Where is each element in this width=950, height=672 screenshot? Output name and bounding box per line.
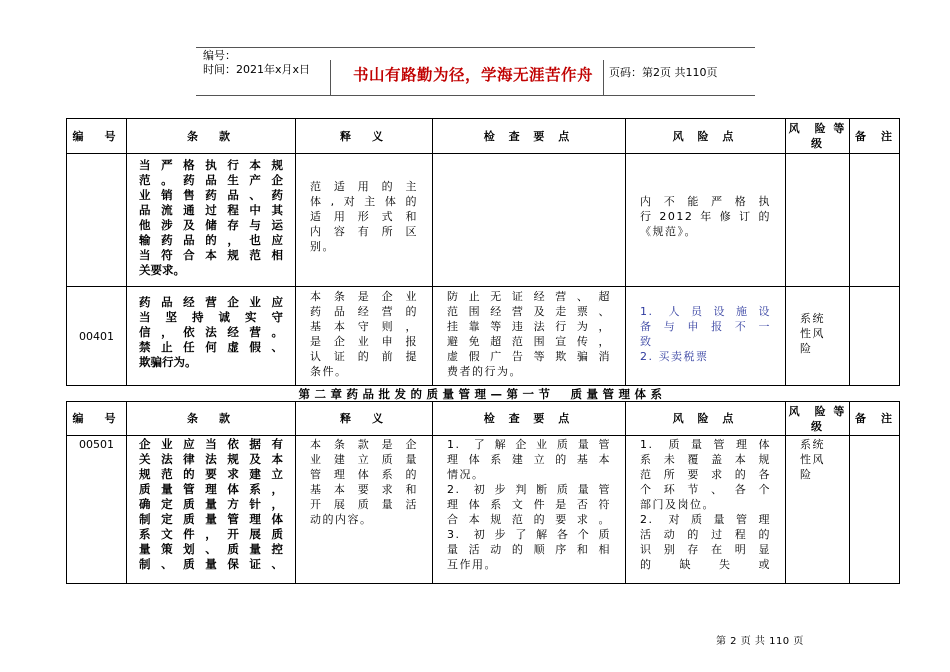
header-page-code: 页码：第2页 共110页 <box>609 66 718 79</box>
notes-cell <box>850 287 900 386</box>
risk-level-line: 险 <box>800 468 813 481</box>
row-number-cell <box>67 154 127 287</box>
clause-line: 当严格执行本规 <box>139 158 283 172</box>
meaning-line: 适用形式和 <box>310 210 418 223</box>
risk-cell <box>626 154 786 287</box>
meaning-line: 别。 <box>310 240 335 253</box>
check-cell <box>433 287 626 386</box>
clause-line: 制定质量管理体 <box>139 512 283 526</box>
meaning-line: 基本要求和 <box>310 483 418 496</box>
check-cell <box>433 436 626 584</box>
check-line: 1. 了解企业质量管 <box>447 438 611 451</box>
header-number: 编 号 <box>67 402 127 436</box>
document-time-label: 时间：2021年x月x日 <box>203 63 311 76</box>
header-risk-points: 风 险 点 <box>626 402 786 436</box>
meaning-line: 条件。 <box>310 365 348 378</box>
meaning-line: 药品经营的 <box>310 305 418 318</box>
header-divider-left <box>330 60 331 95</box>
risk-level-line: 性风 <box>800 327 825 340</box>
header-check-points: 检 查 要 点 <box>433 119 626 154</box>
risk-line: 2. 买卖税票 <box>640 350 709 363</box>
meaning-line: 动的内容。 <box>310 513 373 526</box>
check-line: 合本规范的要求。 <box>447 513 611 526</box>
risk-line: 范所要求的各 <box>640 468 771 481</box>
header-check-points: 检 查 要 点 <box>433 402 626 436</box>
risk-level-cell <box>786 287 850 386</box>
meaning-line: 业建立质量 <box>310 453 418 466</box>
clause-line: 质量管理体系， <box>139 482 283 496</box>
risk-line: 个环节、各个 <box>640 483 771 496</box>
clause-line: 系文件，开展质 <box>139 527 283 541</box>
page-footer: 第 2 页 共 110 页 <box>716 636 804 647</box>
clause-line: 他涉及储存与运 <box>139 218 283 232</box>
check-line: 防止无证经营、超 <box>447 290 611 303</box>
meaning-cell <box>296 154 433 287</box>
header-risk-points: 风 险 点 <box>626 119 786 154</box>
risk-cell <box>626 436 786 584</box>
table-header-row <box>67 119 900 154</box>
check-line: 挂靠等违法行为， <box>447 320 611 333</box>
header-top-rule <box>196 47 755 48</box>
risk-line: 1. 质量管理体 <box>640 438 771 451</box>
clause-line: 业销售药品、药 <box>139 188 283 202</box>
document-number-label: 编号： <box>203 49 236 62</box>
meaning-line: 是企业申报 <box>310 335 418 348</box>
meaning-cell <box>296 436 433 584</box>
meaning-line: 本条是企业 <box>310 290 418 303</box>
clause-line: 范。药品生产企 <box>139 173 283 187</box>
risk-line: 备与申报不一 <box>640 320 771 333</box>
header-risk-level: 风 险 等 级 <box>786 402 850 436</box>
risk-line: 2. 对质量管理 <box>640 513 771 526</box>
meaning-line: 内容有所区 <box>310 225 418 238</box>
meaning-line: 开展质量活 <box>310 498 418 511</box>
header-notes: 备 注 <box>850 402 900 436</box>
risk-level-cell <box>786 436 850 584</box>
risk-line: 系未覆盖本规 <box>640 453 771 466</box>
clause-table-1 <box>66 118 900 386</box>
meaning-line: 体,对主体的 <box>310 195 418 208</box>
header-clause: 条 款 <box>127 402 296 436</box>
clause-line: 禁止任何虚假、 <box>139 340 283 354</box>
header-number: 编 号 <box>67 119 127 154</box>
clause-line: 当坚持诚实守 <box>139 310 283 324</box>
check-line: 情况。 <box>447 468 485 481</box>
notes-cell <box>850 436 900 584</box>
header-notes: 备 注 <box>850 119 900 154</box>
risk-level-cell <box>786 154 850 287</box>
row-number-cell <box>67 436 127 584</box>
chapter-heading: 第二章药品批发的质量管理—第一节 质量管理体系 <box>298 387 667 401</box>
table-row <box>67 436 900 584</box>
clause-number: 00401 <box>79 329 114 343</box>
check-line: 避免超范围宣传， <box>447 335 611 348</box>
risk-line: 的缺失或 <box>640 558 771 571</box>
check-line: 范围经营及走票、 <box>447 305 611 318</box>
check-line: 3. 初步了解各个质 <box>447 528 611 541</box>
table-header-row <box>67 402 900 436</box>
clause-line: 信，依法经营。 <box>139 325 283 339</box>
meaning-line: 基本守则， <box>310 320 418 333</box>
clause-line: 关法律法规及本 <box>139 452 283 466</box>
clause-line: 关要求。 <box>139 263 185 277</box>
risk-level-line: 险 <box>800 342 813 355</box>
meaning-cell <box>296 287 433 386</box>
clause-line: 规范的要求建立 <box>139 467 283 481</box>
check-line: 虚假广告等欺骗消 <box>447 350 611 363</box>
header-divider-right <box>603 60 604 95</box>
risk-cell <box>626 287 786 386</box>
clause-line: 药品经营企业应 <box>139 295 283 309</box>
header-risk-level: 风 险 等 级 <box>786 119 850 154</box>
check-line: 理体系文件是否符 <box>447 498 611 511</box>
clause-cell <box>127 436 296 584</box>
header-bottom-rule <box>196 95 755 96</box>
risk-level-line: 系统 <box>800 312 825 325</box>
clause-line: 企业应当依据有 <box>139 437 283 451</box>
risk-level-line: 性风 <box>800 453 825 466</box>
risk-line: 内不能严格执 <box>640 195 771 208</box>
header-meaning: 释 义 <box>296 119 433 154</box>
risk-line: 活动的过程的 <box>640 528 771 541</box>
risk-line: 致 <box>640 335 653 348</box>
meaning-line: 本条款是企 <box>310 438 418 451</box>
row-number-cell <box>67 287 127 386</box>
notes-cell <box>850 154 900 287</box>
clause-number: 00501 <box>79 438 114 451</box>
meaning-line: 管理体系的 <box>310 468 418 481</box>
risk-line: 识别存在明显 <box>640 543 771 556</box>
check-line: 互作用。 <box>447 558 497 571</box>
clause-line: 输药品的，也应 <box>139 233 283 247</box>
clause-cell <box>127 154 296 287</box>
clause-line: 确定质量方针， <box>139 497 283 511</box>
table-row <box>67 154 900 287</box>
clause-table-2 <box>66 401 900 584</box>
clause-cell <box>127 287 296 386</box>
risk-line: 《规范》。 <box>640 225 697 238</box>
clause-line: 品流通过程中其 <box>139 203 283 217</box>
clause-line: 当符合本规范相 <box>139 248 283 262</box>
table-row <box>67 287 900 386</box>
check-line: 量活动的顺序和相 <box>447 543 611 556</box>
header-clause: 条 款 <box>127 119 296 154</box>
clause-line: 欺骗行为。 <box>139 355 197 369</box>
check-cell <box>433 154 626 287</box>
check-line: 理体系建立的基本 <box>447 453 611 466</box>
clause-line: 量策划、质量控 <box>139 542 283 556</box>
risk-line: 部门及岗位。 <box>640 498 715 511</box>
meaning-line: 范适用的主 <box>310 180 418 193</box>
check-line: 费者的行为。 <box>447 365 522 378</box>
risk-level-line: 系统 <box>800 438 825 451</box>
header-motto: 书山有路勤为径，学海无涯苦作舟 <box>353 65 594 84</box>
check-line: 2. 初步判断质量管 <box>447 483 611 496</box>
header-meaning: 释 义 <box>296 402 433 436</box>
meaning-line: 认证的前提 <box>310 350 418 363</box>
risk-line: 1. 人员设施设 <box>640 305 771 318</box>
clause-line: 制、质量保证、 <box>139 557 283 571</box>
risk-line: 行2012年修订的 <box>640 210 771 223</box>
